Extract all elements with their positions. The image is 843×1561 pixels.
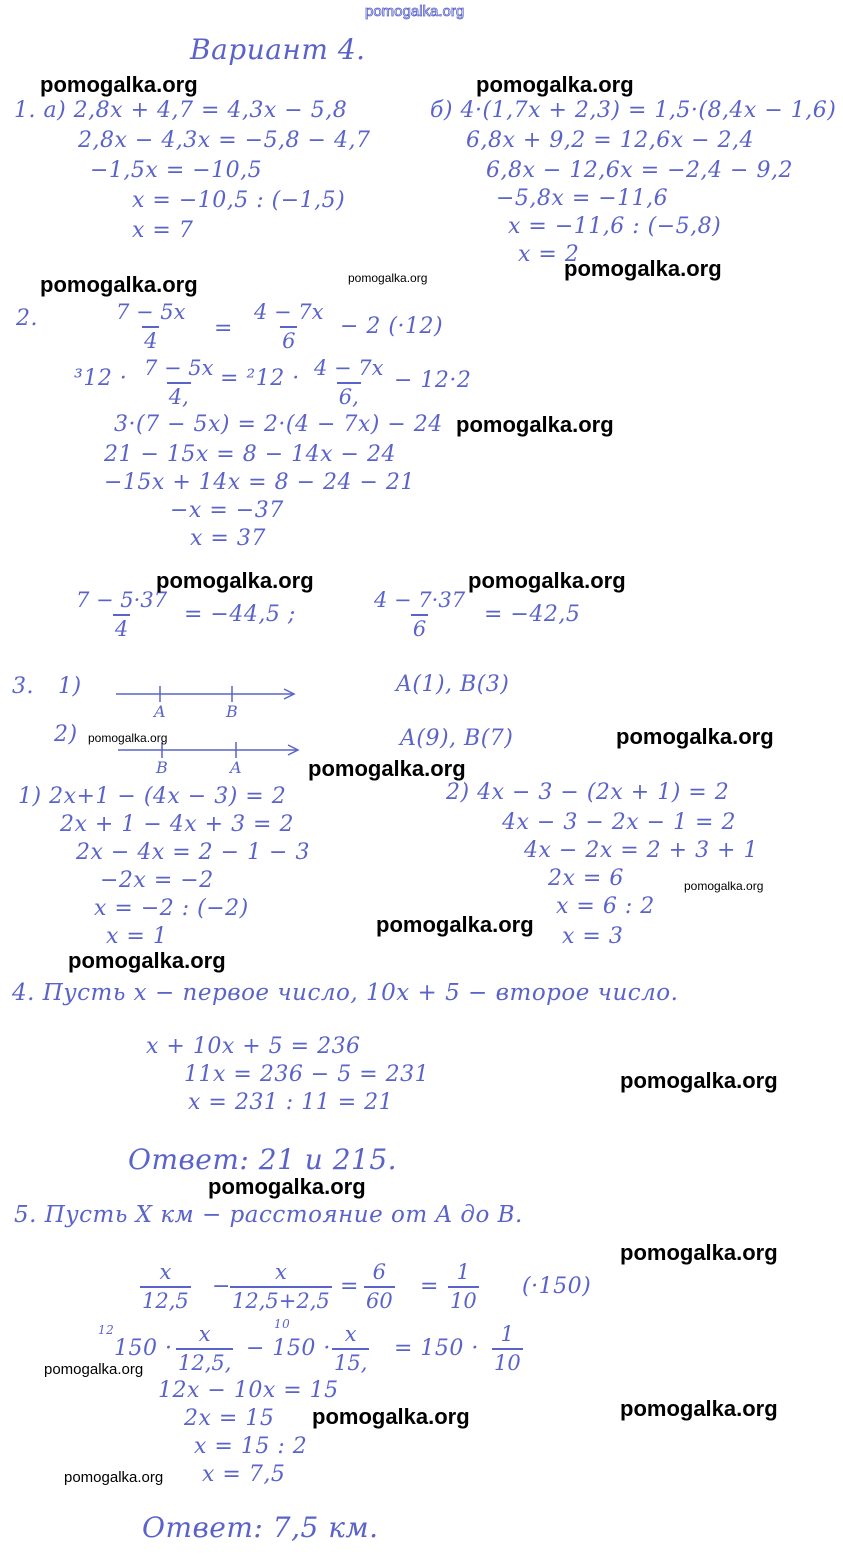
fraction-denominator: 6	[280, 326, 297, 352]
watermark: pomogalka.org	[40, 272, 198, 297]
task1-b-line: x = −11,6 : (−5,8)	[508, 214, 722, 239]
fraction	[252, 302, 326, 352]
tick-label: B	[226, 702, 239, 721]
page-title: Вариант 4.	[190, 33, 366, 66]
watermark: pomogalka.org	[44, 1361, 144, 1378]
points-label: A(1), B(3)	[396, 672, 510, 697]
task3-right-line: x = 3	[562, 924, 624, 949]
fraction	[140, 1262, 191, 1312]
fraction-denominator: 15,	[332, 1348, 369, 1374]
task3-right-line: 4x − 2x = 2 + 3 + 1	[524, 838, 758, 863]
number-line-1	[114, 684, 314, 704]
fraction	[114, 302, 188, 352]
task1-b-line: 6,8x − 12,6x = −2,4 − 9,2	[486, 158, 793, 183]
task3-right-line: x = 6 : 2	[556, 894, 655, 919]
task5-statement: 5. Пусть X км − расстояние от A до B.	[14, 1202, 523, 1228]
fraction-denominator: 4,	[167, 382, 191, 408]
fraction-numerator: x	[198, 1322, 211, 1346]
superscript: 12	[98, 1323, 115, 1337]
watermark: pomogalka.org	[456, 412, 614, 437]
task5-line: x = 7,5	[202, 1462, 286, 1487]
watermark: pomogalka.org	[64, 1469, 164, 1486]
task3-right-line: 4x − 3 − 2x − 1 = 2	[502, 810, 736, 835]
fraction	[332, 1324, 369, 1374]
equation-tail: − 2 (·12)	[340, 314, 444, 339]
task5-line: 2x = 15	[184, 1406, 275, 1431]
fraction-denominator: 4	[142, 326, 159, 352]
operator: −	[212, 1274, 231, 1299]
fraction-denominator: 10	[492, 1348, 523, 1374]
fraction-denominator: 10	[448, 1286, 479, 1312]
fraction-numerator: 1	[500, 1322, 515, 1346]
fraction	[74, 590, 169, 640]
watermark: pomogalka.org	[620, 1396, 778, 1421]
task1-a-line: −1,5x = −10,5	[90, 158, 263, 183]
tick-label: A	[154, 702, 167, 721]
fraction-numerator: x	[344, 1322, 357, 1346]
task1-b-line: б) 4·(1,7x + 2,3) = 1,5·(8,4x − 1,6)	[430, 98, 837, 123]
task2-line: −15x + 14x = 8 − 24 − 21	[104, 470, 415, 495]
fraction	[372, 590, 467, 640]
watermark: pomogalka.org	[308, 756, 466, 781]
task3-left-line: 2x + 1 − 4x + 3 = 2	[60, 812, 294, 837]
fraction-numerator: 4 − 7·37	[374, 588, 466, 612]
task3-right-line: 2x = 6	[548, 866, 624, 891]
multiplier: = ²12 ·	[220, 366, 300, 391]
task2-line: 3·(7 − 5x) = 2·(4 − 7x) − 24	[114, 412, 443, 437]
task3-left-line: −2x = −2	[100, 868, 214, 893]
task1-a-line: 2,8x − 4,3x = −5,8 − 4,7	[78, 128, 371, 153]
fraction	[492, 1324, 523, 1374]
watermark: pomogalka.org	[620, 1068, 778, 1093]
watermark: pomogalka.org	[312, 1404, 470, 1429]
task1-b-line: 6,8x + 9,2 = 12,6x − 2,4	[466, 128, 755, 153]
watermark: pomogalka.org	[468, 568, 626, 593]
fraction	[312, 358, 386, 408]
fraction	[230, 1262, 332, 1312]
fraction-numerator: 4 − 7x	[254, 300, 324, 324]
superscript: 10	[274, 1317, 291, 1331]
fraction-numerator: x	[274, 1260, 287, 1284]
watermark: pomogalka.org	[348, 271, 428, 285]
task2-line: −x = −37	[170, 498, 284, 523]
task1-a-line: x = −10,5 : (−1,5)	[132, 188, 346, 213]
task2-line: 21 − 15x = 8 − 14x − 24	[104, 442, 396, 467]
fraction-denominator: 4	[113, 614, 130, 640]
watermark: pomogalka.org	[620, 1240, 778, 1265]
watermark: pomogalka.org	[684, 879, 764, 893]
task1-a-line: 1. а) 2,8x + 4,7 = 4,3x − 5,8	[14, 98, 348, 123]
task5-answer: Ответ: 7,5 км.	[142, 1511, 379, 1544]
check-value: = −42,5	[484, 602, 581, 627]
fraction	[364, 1262, 395, 1312]
fraction	[142, 358, 216, 408]
check-value: = −44,5 ;	[184, 602, 296, 627]
task3-left-line: x = 1	[106, 924, 168, 949]
multiplier: (·150)	[522, 1274, 592, 1299]
task2-label: 2.	[16, 306, 38, 331]
watermark: pomogalka.org	[616, 724, 774, 749]
task2-line: x = 37	[190, 526, 266, 551]
task5-line: x = 15 : 2	[194, 1434, 308, 1459]
equation-tail: − 12·2	[394, 368, 472, 393]
tick-label: A	[230, 758, 243, 777]
points-label: A(9), B(7)	[400, 726, 514, 751]
operator: =	[340, 1274, 359, 1299]
tick-label: B	[156, 758, 169, 777]
watermark: pomogalka.org	[476, 72, 634, 97]
multiplier: ³12 ·	[74, 366, 128, 391]
task3-left-line: 1) 2x+1 − (4x − 3) = 2	[18, 784, 287, 809]
multiplier: 150 ·	[114, 1336, 173, 1361]
watermark: pomogalka.org	[376, 912, 534, 937]
task3-left-line: x = −2 : (−2)	[94, 896, 249, 921]
task1-a-line: x = 7	[132, 218, 194, 243]
watermark: pomogalka.org	[564, 256, 722, 281]
fraction-numerator: 1	[456, 1260, 471, 1284]
fraction	[448, 1262, 479, 1312]
task4-line: 11x = 236 − 5 = 231	[184, 1062, 430, 1087]
watermark: pomogalka.org	[208, 1174, 366, 1199]
task4-line: x = 231 : 11 = 21	[188, 1090, 394, 1115]
fraction-denominator: 12,5+2,5	[230, 1286, 332, 1312]
task3-right-line: 2) 4x − 3 − (2x + 1) = 2	[446, 780, 730, 805]
watermark: pomogalka.org	[156, 568, 314, 593]
fraction-denominator: 60	[364, 1286, 395, 1312]
fraction-denominator: 12,5,	[176, 1348, 233, 1374]
task3-label: 3.	[12, 674, 34, 699]
case-label: 2)	[54, 722, 78, 747]
task4-answer: Ответ: 21 и 215.	[128, 1143, 398, 1176]
fraction-numerator: 4 − 7x	[314, 356, 384, 380]
fraction-denominator: 12,5	[140, 1286, 191, 1312]
top-watermark: pomogalka.org	[365, 3, 465, 20]
case-label: 1)	[58, 674, 82, 699]
operator: =	[420, 1274, 439, 1299]
watermark: pomogalka.org	[40, 72, 198, 97]
task1-b-line: x = 2	[518, 242, 580, 267]
fraction-numerator: 7 − 5·37	[76, 588, 168, 612]
watermark: pomogalka.org	[68, 948, 226, 973]
watermark: pomogalka.org	[88, 731, 168, 745]
task1-b-line: −5,8x = −11,6	[496, 186, 669, 211]
fraction-numerator: 7 − 5x	[144, 356, 214, 380]
task3-left-line: 2x − 4x = 2 − 1 − 3	[76, 840, 310, 865]
equals-sign: =	[214, 316, 233, 341]
fraction	[176, 1324, 233, 1374]
task5-line: 12x − 10x = 15	[158, 1378, 339, 1403]
fraction-numerator: x	[159, 1260, 172, 1284]
task4-statement: 4. Пусть x − первое число, 10x + 5 − второе число.	[12, 980, 679, 1006]
task4-line: x + 10x + 5 = 236	[146, 1034, 361, 1059]
fraction-numerator: 6	[372, 1260, 387, 1284]
multiplier: = 150 ·	[394, 1336, 479, 1361]
multiplier: − 150 ·	[246, 1336, 331, 1361]
fraction-numerator: 7 − 5x	[116, 300, 186, 324]
fraction-denominator: 6	[411, 614, 428, 640]
fraction-denominator: 6,	[337, 382, 361, 408]
